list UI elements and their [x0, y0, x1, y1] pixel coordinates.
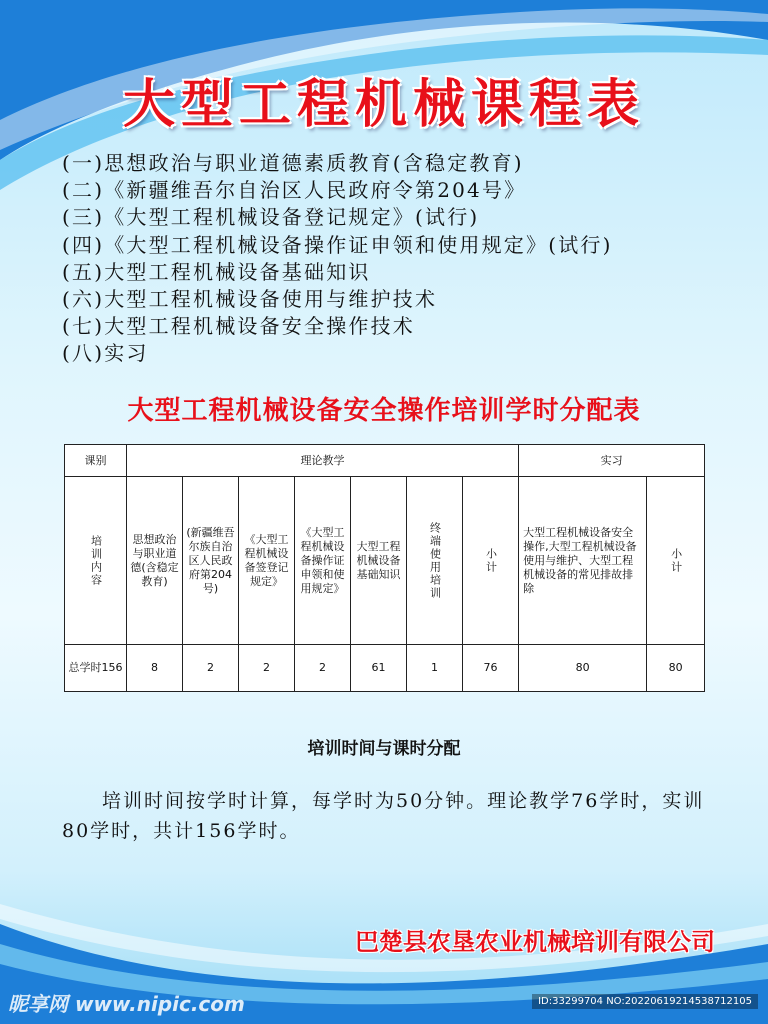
theory-item: (新疆维吾尔族自治区人民政府第204号): [183, 477, 239, 645]
total-hours-label: 总学时156: [65, 645, 127, 692]
header-theory: 理论教学: [127, 445, 519, 477]
outline-item: (三)《大型工程机械设备登记规定》(试行): [62, 205, 480, 230]
hours-cell: 8: [127, 645, 183, 692]
course-outline: [62, 150, 742, 368]
row-label-content: 培训内容: [65, 477, 127, 645]
watermark-logo: 昵享网 www.nipic.com: [8, 992, 245, 1016]
theory-subtotal-label: 小计: [463, 477, 519, 645]
outline-item: (五)大型工程机械设备基础知识: [62, 259, 371, 284]
outline-item: (七)大型工程机械设备安全操作技术: [62, 314, 416, 339]
hours-cell: 61: [351, 645, 407, 692]
header-practice: 实习: [519, 445, 705, 477]
theory-item: 终端使用培训: [407, 477, 463, 645]
hours-cell: 76: [463, 645, 519, 692]
practice-item: 大型工程机械设备安全操作,大型工程机械设备使用与维护、大型工程机械设备的常见排故排除: [519, 477, 647, 645]
outline-item: (二)《新疆维吾尔自治区人民政府令第204号》: [62, 178, 527, 203]
company-name: 巴楚县农垦农业机械培训有限公司: [355, 927, 715, 956]
theory-item: 大型工程机械设备基础知识: [351, 477, 407, 645]
outline-item: (四)《大型工程机械设备操作证申领和使用规定》(试行): [62, 232, 613, 257]
hours-cell: 2: [239, 645, 295, 692]
header-category: 课别: [65, 445, 127, 477]
hours-allocation-table: [64, 444, 705, 692]
theory-item: 《大型工程机械设备操作证申领和使用规定》: [295, 477, 351, 645]
theory-item: 思想政治与职业道德(含稳定教育): [127, 477, 183, 645]
outline-item: (八)实习: [62, 341, 149, 366]
hours-cell: 2: [183, 645, 239, 692]
watermark-id: ID:33299704 NO:20220619214538712105: [532, 994, 758, 1009]
table-title: 大型工程机械设备安全操作培训学时分配表: [127, 396, 641, 426]
time-allocation-paragraph: 培训时间按学时计算，每学时为50分钟。理论教学76学时，实训80学时，共计156学时。: [62, 790, 705, 842]
practice-subtotal-label: 小计: [647, 477, 705, 645]
outline-item: (一)思想政治与职业道德素质教育(含稳定教育): [62, 151, 524, 175]
outline-item: (六)大型工程机械设备使用与维护技术: [62, 287, 438, 312]
hours-cell: 80: [519, 645, 647, 692]
theory-item: 《大型工程机械设备签登记规定》: [239, 477, 295, 645]
hours-cell: 2: [295, 645, 351, 692]
hours-cell: 80: [647, 645, 705, 692]
page-title: 大型工程机械课程表: [122, 75, 645, 135]
section-title: 培训时间与课时分配: [307, 739, 461, 759]
hours-cell: 1: [407, 645, 463, 692]
